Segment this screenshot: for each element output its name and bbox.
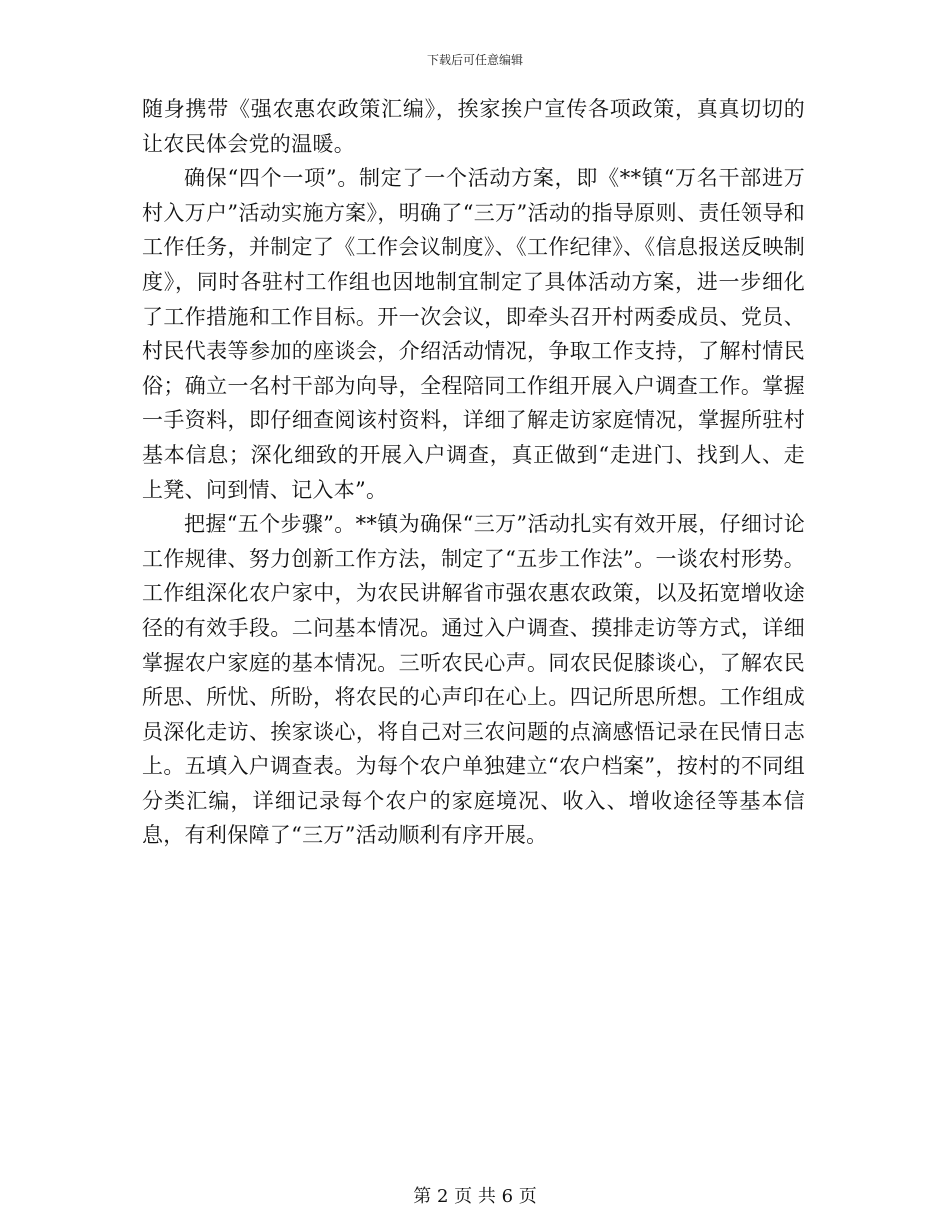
body-text [142, 92, 805, 853]
paragraph-continuation: 随身携带《强农惠农政策汇编》，挨家挨户宣传各项政策，真真切切的让农民体会党的温暖。 [142, 97, 805, 156]
paragraph-four-items: 确保“四个一项”。制定了一个活动方案，即《**镇“万名干部进万村入万户”活动实施方案》，明确了“三万”活动的指导原则、责任领导和工作任务，并制定了《工作会议制度》、《工作纪律》、《信息报送反映制度》，同时各驻村工作组也因地制宜制定了具体活动方案，进一步细化了工作措施和工作目标。开一次会议，即牵头召开村两委成员、党员、村民代表等参加的座谈会，介绍活动情况，争取工作支持，了解村情民俗；确立一名村干部为向导，全程陪同工作组开展入户调查工作。掌握一手资料，即仔细查阅该村资料，详细了解走访家庭情况，掌握所驻村基本信息；深化细致的开展入户调查，真正做到“走进门、找到人、走上凳、问到情、记入本”。 [142, 166, 805, 502]
paragraph-five-steps: 把握“五个步骤”。**镇为确保“三万”活动扎实有效开展，仔细讨论工作规律、努力创新工作方法，制定了“五步工作法”。一谈农村形势。工作组深化农户家中，为农民讲解省市强农惠农政策，以及拓宽增收途径的有效手段。二问基本情况。通过入户调查、摸排走访等方式，详细掌握农户家庭的基本情况。三听农民心声。同农民促膝谈心，了解农民所思、所忧、所盼，将农民的心声印在心上。四记所思所想。工作组成员深化走访、挨家谈心，将自己对三农问题的点滴感悟记录在民情日志上。五填入户调查表。为每个农户单独建立“农户档案”，按村的不同组分类汇编，详细记录每个农户的家庭境况、收入、增收途径等基本信息，有利保障了“三万”活动顺利有序开展。 [142, 512, 805, 848]
page-header: 下载后可任意编辑 [426, 53, 523, 67]
page-number: 第 2 页 共 6 页 [413, 1186, 537, 1207]
